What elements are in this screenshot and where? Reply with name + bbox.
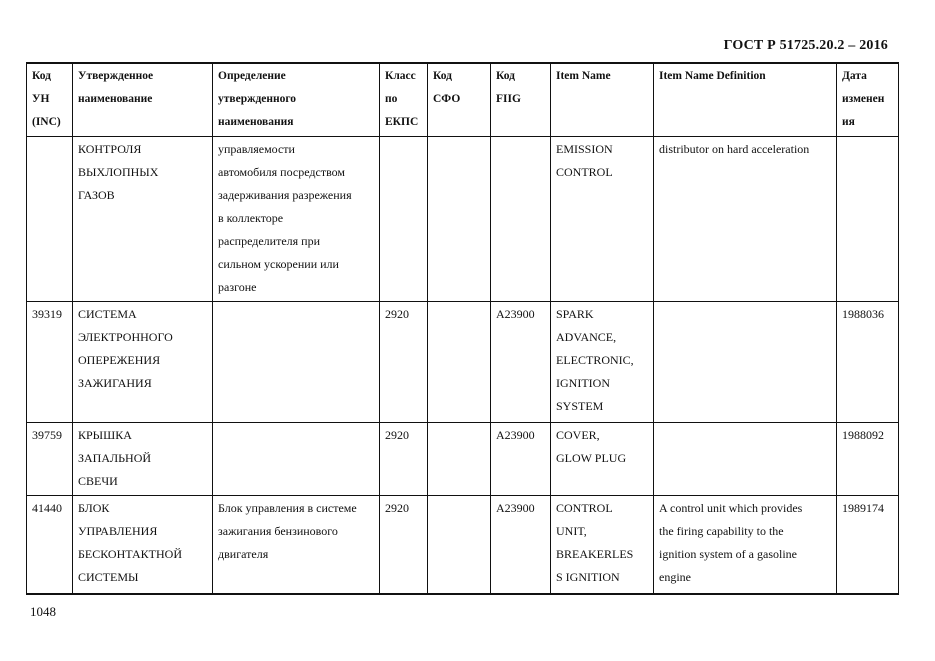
- table-row: [27, 137, 899, 302]
- header-item-definition: Item Name Definition: [654, 63, 837, 137]
- cell-approved-name: СИСТЕМА ЭЛЕКТРОННОГО ОПЕРЕЖЕНИЯ ЗАЖИГАНИЯ: [73, 302, 213, 423]
- cell-fiig: A23900: [491, 423, 551, 496]
- cell-approved-name: КОНТРОЛЯ ВЫХЛОПНЫХ ГАЗОВ: [73, 137, 213, 302]
- cell-item-definition: distributor on hard acceleration: [654, 137, 837, 302]
- header-inc: Код УН (INC): [27, 63, 73, 137]
- cell-sfo: [428, 496, 491, 594]
- header-approved-name: Утвержденное наименование: [73, 63, 213, 137]
- cell-inc: 39759: [27, 423, 73, 496]
- cell-fiig: [491, 137, 551, 302]
- cell-date: 1989174: [837, 496, 899, 594]
- header-definition: Определение утвержденного наименования: [213, 63, 380, 137]
- cell-class: 2920: [380, 302, 428, 423]
- cell-class: 2920: [380, 496, 428, 594]
- cell-item-name: SPARK ADVANCE, ELECTRONIC, IGNITION SYSTEM: [551, 302, 654, 423]
- catalog-table: [26, 62, 899, 595]
- cell-item-definition: A control unit which provides the firing capability to the ignition system of a gasoline engine: [654, 496, 837, 594]
- cell-class: [380, 137, 428, 302]
- cell-class: 2920: [380, 423, 428, 496]
- cell-sfo: [428, 423, 491, 496]
- cell-inc: [27, 137, 73, 302]
- cell-approved-name: БЛОК УПРАВЛЕНИЯ БЕСКОНТАКТНОЙ СИСТЕМЫ: [73, 496, 213, 594]
- cell-item-definition: [654, 423, 837, 496]
- cell-sfo: [428, 302, 491, 423]
- page-number: 1048: [30, 604, 56, 619]
- table-row: [27, 423, 899, 496]
- cell-fiig: A23900: [491, 496, 551, 594]
- cell-definition: управляемости автомобиля посредством задерживания разрежения в коллекторе распределителя при сильном ускорении или разгоне: [213, 137, 380, 302]
- cell-definition: [213, 302, 380, 423]
- cell-item-name: CONTROL UNIT, BREAKERLES S IGNITION: [551, 496, 654, 594]
- cell-sfo: [428, 137, 491, 302]
- cell-inc: 39319: [27, 302, 73, 423]
- cell-date: 1988036: [837, 302, 899, 423]
- cell-date: [837, 137, 899, 302]
- cell-definition: [213, 423, 380, 496]
- table-header-row: [27, 63, 899, 137]
- cell-item-name: EMISSION CONTROL: [551, 137, 654, 302]
- cell-item-definition: [654, 302, 837, 423]
- cell-item-name: COVER, GLOW PLUG: [551, 423, 654, 496]
- cell-fiig: A23900: [491, 302, 551, 423]
- cell-inc: 41440: [27, 496, 73, 594]
- header-date: Дата изменен ия: [837, 63, 899, 137]
- cell-date: 1988092: [837, 423, 899, 496]
- header-class: Класс по ЕКПС: [380, 63, 428, 137]
- header-fiig: Код FIIG: [491, 63, 551, 137]
- cell-approved-name: КРЫШКА ЗАПАЛЬНОЙ СВЕЧИ: [73, 423, 213, 496]
- document-standard-title: ГОСТ Р 51725.20.2 – 2016: [723, 38, 888, 53]
- cell-definition: Блок управления в системе зажигания бензинового двигателя: [213, 496, 380, 594]
- header-sfo: Код СФО: [428, 63, 491, 137]
- table-row: [27, 496, 899, 594]
- header-item-name: Item Name: [551, 63, 654, 137]
- table-row: [27, 302, 899, 423]
